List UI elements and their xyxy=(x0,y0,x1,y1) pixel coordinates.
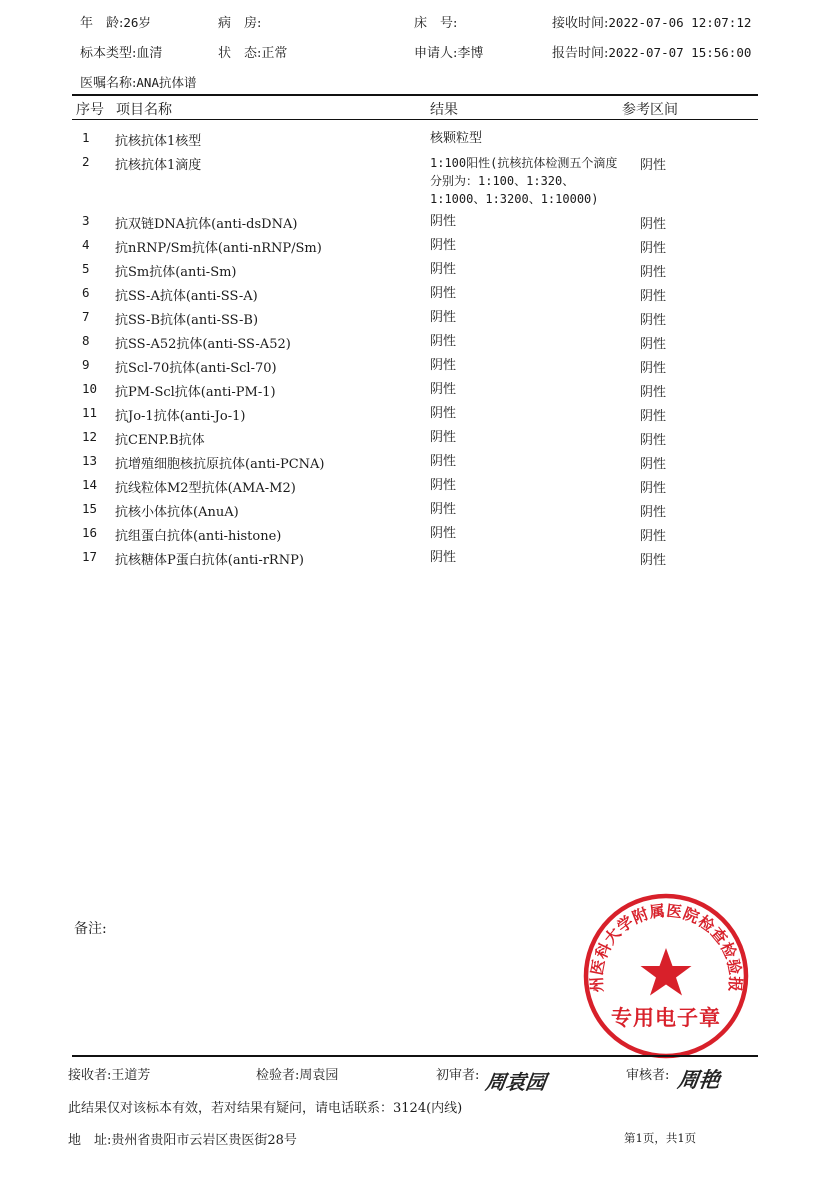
item-name: 抗PM-Scl抗体(anti-PM-1) xyxy=(115,385,276,400)
table-row xyxy=(72,309,758,331)
item-result: 阴性 xyxy=(430,406,457,421)
first-reviewer-label: 初审者: xyxy=(436,1068,480,1083)
row-number: 3 xyxy=(82,213,90,228)
table-row xyxy=(72,357,758,379)
row-number: 10 xyxy=(82,381,98,396)
table-row xyxy=(72,381,758,403)
address-field xyxy=(68,1129,297,1148)
table-header-rule xyxy=(72,119,758,120)
row-number: 16 xyxy=(82,525,98,540)
order-field xyxy=(80,72,196,91)
row-number: 6 xyxy=(82,285,90,300)
receiver-label: 接收者: xyxy=(68,1068,112,1083)
specimen-field xyxy=(80,42,162,61)
item-reference: 阴性 xyxy=(640,337,667,352)
item-reference: 阴性 xyxy=(640,313,667,328)
seal-sub-text: 专用电子章 xyxy=(611,1006,721,1030)
footer-rule xyxy=(72,1055,758,1057)
table-row xyxy=(72,154,758,210)
ward-field xyxy=(218,12,261,31)
remarks-label: 备注: xyxy=(74,921,107,937)
table-top-rule xyxy=(72,94,758,96)
table-row xyxy=(72,501,758,523)
item-result: 阴性 xyxy=(430,358,457,373)
item-result: 核颗粒型 xyxy=(430,131,483,146)
row-number: 8 xyxy=(82,333,90,348)
item-result: 阴性 xyxy=(430,502,457,517)
item-name: 抗SS-B抗体(anti-SS-B) xyxy=(115,313,259,328)
row-number: 17 xyxy=(82,549,98,564)
item-result: 阴性 xyxy=(430,526,457,541)
requester-value: 李博 xyxy=(457,46,484,61)
status-field xyxy=(218,42,287,61)
row-number: 9 xyxy=(82,357,90,372)
reviewer-label: 审核者: xyxy=(626,1068,670,1083)
table-row xyxy=(72,405,758,427)
seal-org-text: 州医科大学附属医院检查检验报 xyxy=(587,901,745,993)
page-indicator: 第1页，共1页 xyxy=(624,1131,697,1145)
received-time-label: 接收时间: xyxy=(552,16,609,31)
item-result: 阴性 xyxy=(430,550,457,565)
table-row xyxy=(72,429,758,451)
order-value: ANA抗体谱 xyxy=(136,75,197,90)
item-name: 抗SS-A抗体(anti-SS-A) xyxy=(115,289,258,304)
item-result: 阴性 xyxy=(430,214,457,229)
table-row xyxy=(72,261,758,283)
reviewer-signature: 周艳 xyxy=(676,1067,722,1092)
bed-field xyxy=(414,12,457,31)
item-result: 阴性 xyxy=(430,454,457,469)
item-name: 抗Sm抗体(anti-Sm) xyxy=(115,265,237,280)
table-row xyxy=(72,477,758,499)
item-name: 抗增殖细胞核抗原抗体(anti-PCNA) xyxy=(115,457,325,472)
receiver-value: 王道芳 xyxy=(111,1068,151,1083)
item-reference: 阴性 xyxy=(640,409,667,424)
item-result: 1:100阳性(抗核抗体检测五个滴度分别为：1:100、1:320、1:1000、1:3200、1:10000) xyxy=(430,156,618,206)
row-number: 12 xyxy=(82,429,98,444)
item-reference: 阴性 xyxy=(640,553,667,568)
item-name: 抗核抗体1滴度 xyxy=(115,158,202,173)
row-number: 11 xyxy=(82,405,98,420)
item-name: 抗核抗体1核型 xyxy=(115,134,202,149)
item-name: 抗SS-A52抗体(anti-SS-A52) xyxy=(115,337,291,352)
address-label: 地 址: xyxy=(68,1133,112,1148)
first-reviewer-signature: 周袁园 xyxy=(484,1070,548,1094)
tester-value: 周袁园 xyxy=(299,1068,339,1083)
order-label: 医嘱名称: xyxy=(80,76,137,91)
item-result: 阴性 xyxy=(430,430,457,445)
column-header-reference: 参考区间 xyxy=(622,102,678,118)
electronic-seal xyxy=(580,890,752,1062)
item-result: 阴性 xyxy=(430,286,457,301)
item-reference: 阴性 xyxy=(640,265,667,280)
item-reference: 阴性 xyxy=(640,289,667,304)
row-number: 5 xyxy=(82,261,90,276)
table-row xyxy=(72,130,758,152)
item-name: 抗线粒体M2型抗体(AMA-M2) xyxy=(115,481,296,496)
item-result: 阴性 xyxy=(430,238,457,253)
row-number: 14 xyxy=(82,477,98,492)
ward-label: 病 房: xyxy=(218,16,262,31)
report-time-label: 报告时间: xyxy=(552,46,609,61)
item-result: 阴性 xyxy=(430,382,457,397)
status-label: 状 态: xyxy=(218,46,262,61)
item-name: 抗核糖体P蛋白抗体(anti-rRNP) xyxy=(115,553,304,568)
item-reference: 阴性 xyxy=(640,158,667,173)
row-number: 15 xyxy=(82,501,98,516)
age-value: 26岁 xyxy=(123,15,151,30)
received-time-field xyxy=(552,12,751,31)
age-label: 年 龄: xyxy=(80,16,124,31)
item-name: 抗CENP.B抗体 xyxy=(115,433,205,448)
item-result: 阴性 xyxy=(430,478,457,493)
bed-label: 床 号: xyxy=(414,16,458,31)
table-row xyxy=(72,213,758,235)
column-header-name: 项目名称 xyxy=(116,102,172,118)
item-name: 抗nRNP/Sm抗体(anti-nRNP/Sm) xyxy=(115,241,322,256)
row-number: 1 xyxy=(82,130,90,145)
report-time-field xyxy=(552,42,751,61)
row-number: 4 xyxy=(82,237,90,252)
requester-label: 申请人: xyxy=(414,46,458,61)
received-time-value: 2022-07-06 12:07:12 xyxy=(608,15,752,30)
seal-icon xyxy=(580,890,752,1062)
column-header-result: 结果 xyxy=(430,102,458,118)
receiver-field xyxy=(68,1064,150,1083)
item-name: 抗双链DNA抗体(anti-dsDNA) xyxy=(115,217,298,232)
item-reference: 阴性 xyxy=(640,361,667,376)
address-value: 贵州省贵阳市云岩区贵医街28号 xyxy=(111,1133,297,1148)
item-reference: 阴性 xyxy=(640,505,667,520)
table-row xyxy=(72,549,758,571)
column-header-no: 序号 xyxy=(76,102,104,118)
item-name: 抗Jo-1抗体(anti-Jo-1) xyxy=(115,409,246,424)
requester-field xyxy=(414,42,483,61)
item-reference: 阴性 xyxy=(640,433,667,448)
table-row xyxy=(72,453,758,475)
age-field xyxy=(80,12,151,31)
notice-text: 此结果仅对该标本有效，若对结果有疑问，请电话联系：3124(内线) xyxy=(68,1101,463,1116)
item-result: 阴性 xyxy=(430,310,457,325)
item-name: 抗组蛋白抗体(anti-histone) xyxy=(115,529,282,544)
item-reference: 阴性 xyxy=(640,241,667,256)
tester-label: 检验者: xyxy=(256,1068,300,1083)
row-number: 2 xyxy=(82,154,90,169)
item-result: 阴性 xyxy=(430,262,457,277)
item-reference: 阴性 xyxy=(640,457,667,472)
tester-field xyxy=(256,1064,338,1083)
report-time-value: 2022-07-07 15:56:00 xyxy=(608,45,752,60)
item-name: 抗Scl-70抗体(anti-Scl-70) xyxy=(115,361,277,376)
table-row xyxy=(72,333,758,355)
item-result: 阴性 xyxy=(430,334,457,349)
item-reference: 阴性 xyxy=(640,217,667,232)
item-name: 抗核小体抗体(AnuA) xyxy=(115,505,239,520)
row-number: 13 xyxy=(82,453,98,468)
item-reference: 阴性 xyxy=(640,529,667,544)
status-value: 正常 xyxy=(261,46,288,61)
specimen-label: 标本类型: xyxy=(80,46,137,61)
item-reference: 阴性 xyxy=(640,385,667,400)
table-row xyxy=(72,237,758,259)
item-reference: 阴性 xyxy=(640,481,667,496)
table-row xyxy=(72,285,758,307)
row-number: 7 xyxy=(82,309,90,324)
specimen-value: 血清 xyxy=(136,46,163,61)
table-row xyxy=(72,525,758,547)
